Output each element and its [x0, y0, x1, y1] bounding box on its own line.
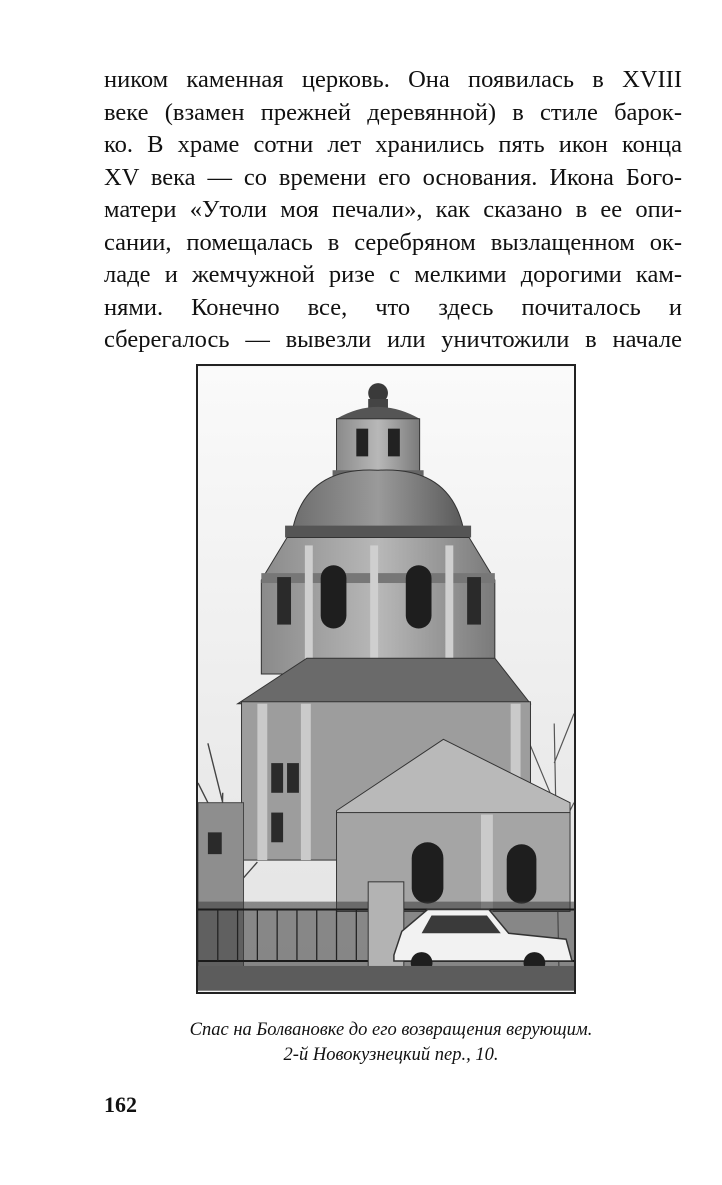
church-photo-icon	[198, 366, 574, 992]
text-line: сберегалось — вывезли или уничтожили в начале	[104, 326, 682, 353]
text-line: ко. В храме сотни лет хранились пять икон конца	[104, 131, 682, 158]
text-line: ником каменная церковь. Она появилась в XVIII	[104, 66, 682, 93]
text-line: сании, помещалась в серебряном вызлащенном ок-	[104, 228, 682, 256]
church-photo	[196, 364, 576, 994]
text-line: нями. Конечно все, что здесь почиталось и	[104, 293, 682, 321]
text-line: XV века — со времени его основания. Икона Бого-	[104, 163, 682, 191]
text-line: ладе и жемчужной ризе с мелкими дорогими кам-	[104, 261, 682, 288]
photo-caption-line-1: Спас на Болвановке до его возвращения верующим.	[189, 1020, 593, 1040]
photo-caption-line-2: 2-й Новокузнецкий пер., 10.	[283, 1045, 499, 1065]
text-line: матери «Утоли моя печали», как сказано в ее опи-	[104, 196, 682, 223]
text-line: веке (взамен прежней деревянной) в стиле барок-	[104, 98, 682, 126]
page-number: 162	[104, 1092, 137, 1117]
body-text	[104, 64, 682, 357]
